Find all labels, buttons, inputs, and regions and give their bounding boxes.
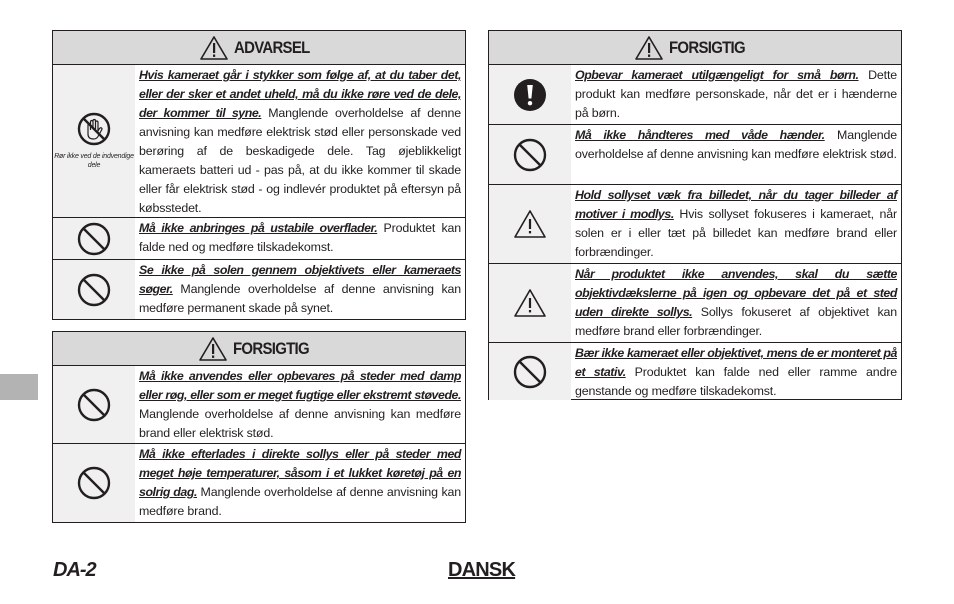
forsigtig-left-text-1 — [135, 366, 465, 443]
warning-triangle-icon — [199, 35, 229, 61]
warning-heading: Når produktet ikke anvendes, skal du sætte objektivdækslerne på igen og opbevare det på et sted uden direkte sollys. — [575, 267, 897, 319]
forsigtig-right-row-1 — [489, 65, 901, 124]
warning-heading: Hvis kameraet går i stykker som følge af, at du taber det, eller der sker et andet uheld, må du ikke røre ved de dele, der kommer til syne. — [139, 68, 461, 120]
exclamation-icon — [513, 78, 547, 112]
advarsel-row-1 — [53, 65, 465, 217]
icon-caption: Rør ikke ved de indvendige dele — [54, 153, 134, 169]
advarsel-header — [53, 31, 465, 65]
forsigtig-right-text-3 — [571, 185, 901, 263]
warning-heading: Må ikke efterlades i direkte sollys eller på steder med meget høje temperaturer, såsom i et lukket køretøj på en solrig dag. — [139, 447, 461, 499]
forsigtig-right-text-1 — [571, 65, 901, 124]
prohibition-icon — [77, 466, 111, 500]
warning-body: Hvis sollyset fokuseres i kameraet, når solen er i eller tæt på billedet kan medføre brand eller forbrændinger. — [575, 207, 898, 259]
warning-body: Produktet kan falde ned eller ramme andre genstande og medføre tilskadekomst. — [575, 365, 897, 398]
warning-body: Dette produkt kan medføre personskade, når det er i hænderne på børn. — [575, 68, 897, 120]
warning-triangle-icon — [634, 35, 664, 61]
prohibition-icon — [513, 355, 547, 389]
warning-heading: Må ikke anbringes på ustabile overflader. — [139, 221, 378, 235]
warning-heading: Må ikke anvendes eller opbevares på steder med damp eller røg, eller som er meget fugtige eller ekstremt støvede. — [139, 369, 461, 402]
forsigtig-right-row-2 — [489, 124, 901, 184]
forsigtig-right-header — [489, 31, 901, 65]
warning-body: Manglende overholdelse af denne anvisning kan medføre brand eller elektrisk stød. — [139, 407, 461, 440]
prohibition-icon — [513, 138, 547, 172]
page-number: DA-2 — [53, 559, 96, 581]
warning-body: Sollys fokuseret af objektivet kan medføre brand eller forbrændinger. — [575, 305, 897, 338]
warning-heading: Bær ikke kameraet eller objektivet, mens de er monteret på et stativ. — [575, 346, 897, 379]
hand-no-touch-icon — [77, 112, 111, 146]
forsigtig-left-text-2 — [135, 444, 465, 522]
warning-body: Manglende overholdelse af denne anvisning kan medføre elektrisk stød. — [575, 128, 898, 161]
forsigtig-right-text-4 — [571, 264, 901, 342]
forsigtig-right-text-5 — [571, 343, 901, 400]
warning-body: Manglende overholdelse af denne anvisning kan medføre brand. — [139, 485, 462, 518]
forsigtig-right-panel — [488, 30, 902, 400]
section-side-tab — [0, 374, 38, 400]
forsigtig-right-title: FORSIGTIG — [669, 37, 746, 57]
forsigtig-right-row-4 — [489, 263, 901, 342]
warning-triangle-icon — [198, 336, 228, 362]
advarsel-row-2 — [53, 217, 465, 259]
forsigtig-right-row-5 — [489, 342, 901, 400]
advarsel-text-3 — [135, 260, 465, 319]
warning-triangle-icon — [512, 287, 548, 319]
advarsel-panel — [52, 30, 466, 320]
forsigtig-left-title: FORSIGTIG — [233, 338, 310, 358]
forsigtig-left-panel — [52, 331, 466, 523]
forsigtig-left-header — [53, 332, 465, 366]
warning-body: Manglende overholdelse af denne anvisning kan medføre elektrisk stød eller personskade ved berøring af de beskadigede dele. Tag øjeblikkeligt kameraets batteri ud - pas på, at du ikke kommer til skade eller får elektrisk stød - og indlevér produktet på eftersyn på købsstedet. — [139, 106, 462, 215]
warning-heading: Hold sollyset væk fra billedet, når du tager billeder af motiver i modlys. — [575, 188, 897, 221]
forsigtig-left-row-2 — [53, 443, 465, 522]
advarsel-text-1 — [135, 65, 465, 217]
forsigtig-right-row-3 — [489, 184, 901, 263]
warning-triangle-icon — [512, 208, 548, 240]
warning-body: Produktet kan falde ned og medføre tilskadekomst. — [139, 221, 461, 254]
advarsel-row-3 — [53, 259, 465, 319]
forsigtig-left-row-1 — [53, 366, 465, 443]
prohibition-icon — [77, 273, 111, 307]
warning-body: Manglende overholdelse af denne anvisning kan medføre permanent skade på synet. — [139, 282, 462, 315]
warning-heading: Må ikke håndteres med våde hænder. — [575, 128, 825, 142]
prohibition-icon — [77, 388, 111, 422]
warning-heading: Opbevar kameraet utilgængeligt for små børn. — [575, 68, 859, 82]
prohibition-icon — [77, 222, 111, 256]
warning-heading: Se ikke på solen gennem objektivets eller kameraets søger. — [139, 263, 461, 296]
advarsel-title: ADVARSEL — [233, 37, 310, 57]
advarsel-text-2 — [135, 218, 465, 259]
forsigtig-right-text-2 — [571, 125, 901, 184]
page-language: DANSK — [448, 559, 516, 581]
